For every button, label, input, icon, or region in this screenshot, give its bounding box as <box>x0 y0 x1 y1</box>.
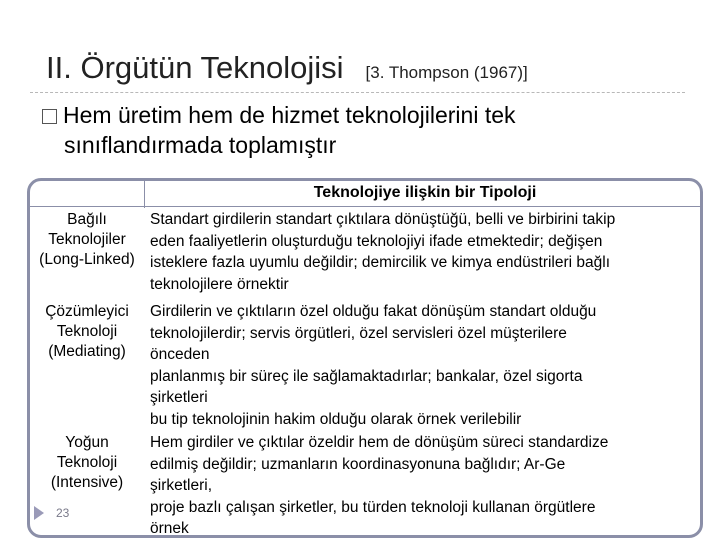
title-divider <box>30 92 685 93</box>
bullet-text-line1: Hem üretim hem de hizmet teknolojilerini tek <box>63 102 516 128</box>
page-number: 23 <box>56 506 70 520</box>
bullet-text-line2: sınıflandırmada toplamıştır <box>64 132 337 158</box>
slide-title-row <box>46 50 528 86</box>
bullet-point <box>42 100 692 160</box>
row-text-mediating: Girdilerin ve çıktıların özel olduğu fakat dönüşüm standart olduğu teknolojilerdir; servis örgütleri, özel servisleri özel müşterilere önceden planlanmış bir süreç ile sağlamaktadırlar; bankalar, özel sigorta şirketleri bu tip teknolojinin hakim olduğu olarak örnek verilebilir <box>150 303 597 428</box>
row-label-long-linked: Bağılı Teknolojiler (Long-Linked) <box>39 211 135 268</box>
slide-title-reference: [3. Thompson (1967)] <box>365 63 528 82</box>
table-header: Teknolojiye ilişkin bir Tipoloji <box>313 184 537 201</box>
page-marker-icon <box>34 506 44 520</box>
bullet-box-icon <box>42 109 57 124</box>
row-label-mediating: Çözümleyici Teknoloji (Mediating) <box>45 303 129 360</box>
row-label-intensive: Yoğun Teknoloji (Intensive) <box>50 434 124 491</box>
header-column-divider <box>144 180 145 208</box>
row-text-long-linked: Standart girdilerin standart çıktılara dönüştüğü, belli ve birbirini takip eden faaliyetlerin oluşturduğu teknolojiyi ifade etmektedir; değişen isteklere fazla uyumlu değildir; demircilik ve kimya endüstrileri bağlı teknolojilere örnektir <box>150 211 616 293</box>
slide-title: II. Örgütün Teknolojisi <box>46 50 344 85</box>
header-divider <box>30 206 700 207</box>
row-text-intensive: Hem girdiler ve çıktılar özeldir hem de dönüşüm süreci standardize edilmiş değildir; uzmanların koordinasyonuna bağlıdır; Ar-Ge şirketleri, proje bazlı çalışan şirketler, bu türden teknoloji kullanan örgütlere örnek <box>150 434 609 537</box>
